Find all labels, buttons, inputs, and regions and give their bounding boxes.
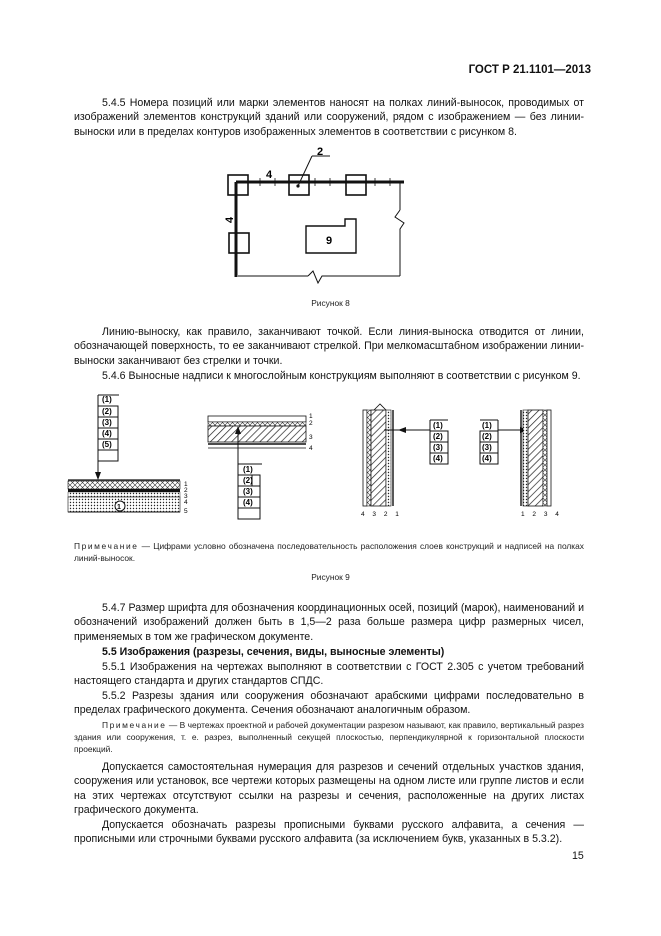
figure-9 [0, 390, 661, 530]
fig9-a-label-5: (5) [102, 440, 112, 449]
paragraph-numbering: Допускается самостоятельная нумерация для разрезов и сечений отдельных участков здания, сооружения или установок, все чертежи которых размещены на одном листе или группе листов и если на этих чертежах отсутствуют ссылки на разрезы и сечения, расположенные на других листах графического документа. [74, 761, 584, 817]
fig8-label-column: 4 [224, 216, 236, 223]
note2-prefix: Примечание [102, 720, 167, 730]
fig9-c [361, 404, 448, 518]
paragraph-5-5-2: 5.5.2 Разрезы здания или сооружения обозначают арабскими цифрами последовательно в пределах графического документа. Сечения обозначают аналогичным образом. [74, 690, 584, 717]
note-2 [74, 719, 584, 755]
heading-5-5: 5.5 Изображения (разрезы, сечения, виды, выносные элементы) [102, 646, 445, 658]
fig9-d-label-1: (1) [482, 421, 492, 430]
figure-8 [0, 145, 661, 285]
fig9-b-layer-3: 3 [309, 434, 313, 441]
fig9-b-layer-4: 4 [309, 445, 313, 452]
fig9-c-bottom: 4 3 2 1 [361, 511, 402, 518]
fig9-c-label-4: (4) [433, 454, 443, 463]
paragraph-letters: Допускается обозначать разрезы прописными буквами русского алфавита, а сечения — прописными или строчными буквами русского алфавита (за исключением букв, указанных в 5.3.2). [74, 819, 584, 846]
fig9-a-label-4: (4) [102, 429, 112, 438]
note-text: — Цифрами условно обозначена последовательность расположения слоев конструкций и надписей на полках линий-выносок. [74, 541, 584, 563]
fig9-a-label-1: (1) [102, 395, 112, 404]
fig9-a-layer-4: 4 [184, 499, 188, 506]
fig9-a-layer-3: 3 [184, 493, 188, 500]
fig9-a-label-3: (3) [102, 418, 112, 427]
fig9-b-layer-2: 2 [309, 420, 313, 427]
paragraph-5-4-7: 5.4.7 Размер шрифта для обозначения координационных осей, позиций (марок), наименований и обозначений изображений должен быть в 1,5—2 раза больше размера цифр размерных чисел, применяемых в том же графическом документе. [74, 602, 584, 643]
fig9-b-label-4: (4) [243, 498, 253, 507]
fig9-a-circle: 1 [117, 504, 121, 511]
fig9-a-layer-5: 5 [184, 508, 188, 515]
fig8-label-9: 9 [326, 235, 333, 247]
fig9-d [480, 410, 562, 518]
figure-9-caption: Рисунок 9 [311, 572, 350, 582]
paragraph-5-4-6: 5.4.6 Выносные надписи к многослойным конструкциям выполняют в соответствии с рисунком 9. [102, 370, 581, 382]
page-number: 15 [572, 850, 584, 862]
fig9-a-layer-1: 1 [184, 481, 188, 488]
fig9-b-label-2: (2) [243, 476, 253, 485]
fig8-label-2: 2 [317, 146, 324, 158]
document-code: ГОСТ Р 21.1101—2013 [468, 64, 591, 76]
figure-9-note [74, 540, 584, 564]
fig9-a-label-2: (2) [102, 407, 112, 416]
fig9-d-label-4: (4) [482, 454, 492, 463]
fig9-a-layer-2: 2 [184, 487, 188, 494]
note2-text: — В чертежах проектной и рабочей документации разрезом называют, как правило, вертикальный разрез здания или сооружения, т. е. разрез, выполненный секущей плоскостью, перпендикулярной к горизонтальной плоскости проекций. [74, 720, 584, 754]
fig9-d-label-2: (2) [482, 432, 492, 441]
fig9-d-label-3: (3) [482, 443, 492, 452]
fig8-label-beam: 4 [266, 169, 273, 181]
fig9-b-label-1: (1) [243, 465, 253, 474]
paragraph-5-4-5: 5.4.5 Номера позиций или марки элементов наносят на полках линий-выносок, проводимых от изображений элементов конструкций зданий или сооружений, рядом с изображением — без линии-выноски или в пределах контуров изображенных элементов в соответствии с рисунком 8. [74, 97, 584, 138]
note-prefix: Примечание [74, 541, 139, 551]
paragraph-5-5-1: 5.5.1 Изображения на чертежах выполняют в соответствии с ГОСТ 2.305 с учетом требований настоящего стандарта и других стандартов СПДС. [74, 661, 584, 688]
fig9-b-layer-1: 1 [309, 413, 313, 420]
fig9-b [208, 413, 313, 519]
fig9-b-label-3: (3) [243, 487, 253, 496]
fig9-d-bottom: 1 2 3 4 [521, 511, 562, 518]
figure-8-caption: Рисунок 8 [311, 298, 350, 308]
fig9-a [68, 395, 188, 515]
fig9-c-label-3: (3) [433, 443, 443, 452]
paragraph-leader: Линию-выноску, как правило, заканчивают точкой. Если линия-выноска отводится от линии, обозначающей поверхность, то ее заканчивают стрелкой. При мелкомасштабном изображении линии-выноски заканчивают без стрелки и точки. [74, 326, 584, 367]
fig9-c-label-1: (1) [433, 421, 443, 430]
fig9-c-label-2: (2) [433, 432, 443, 441]
